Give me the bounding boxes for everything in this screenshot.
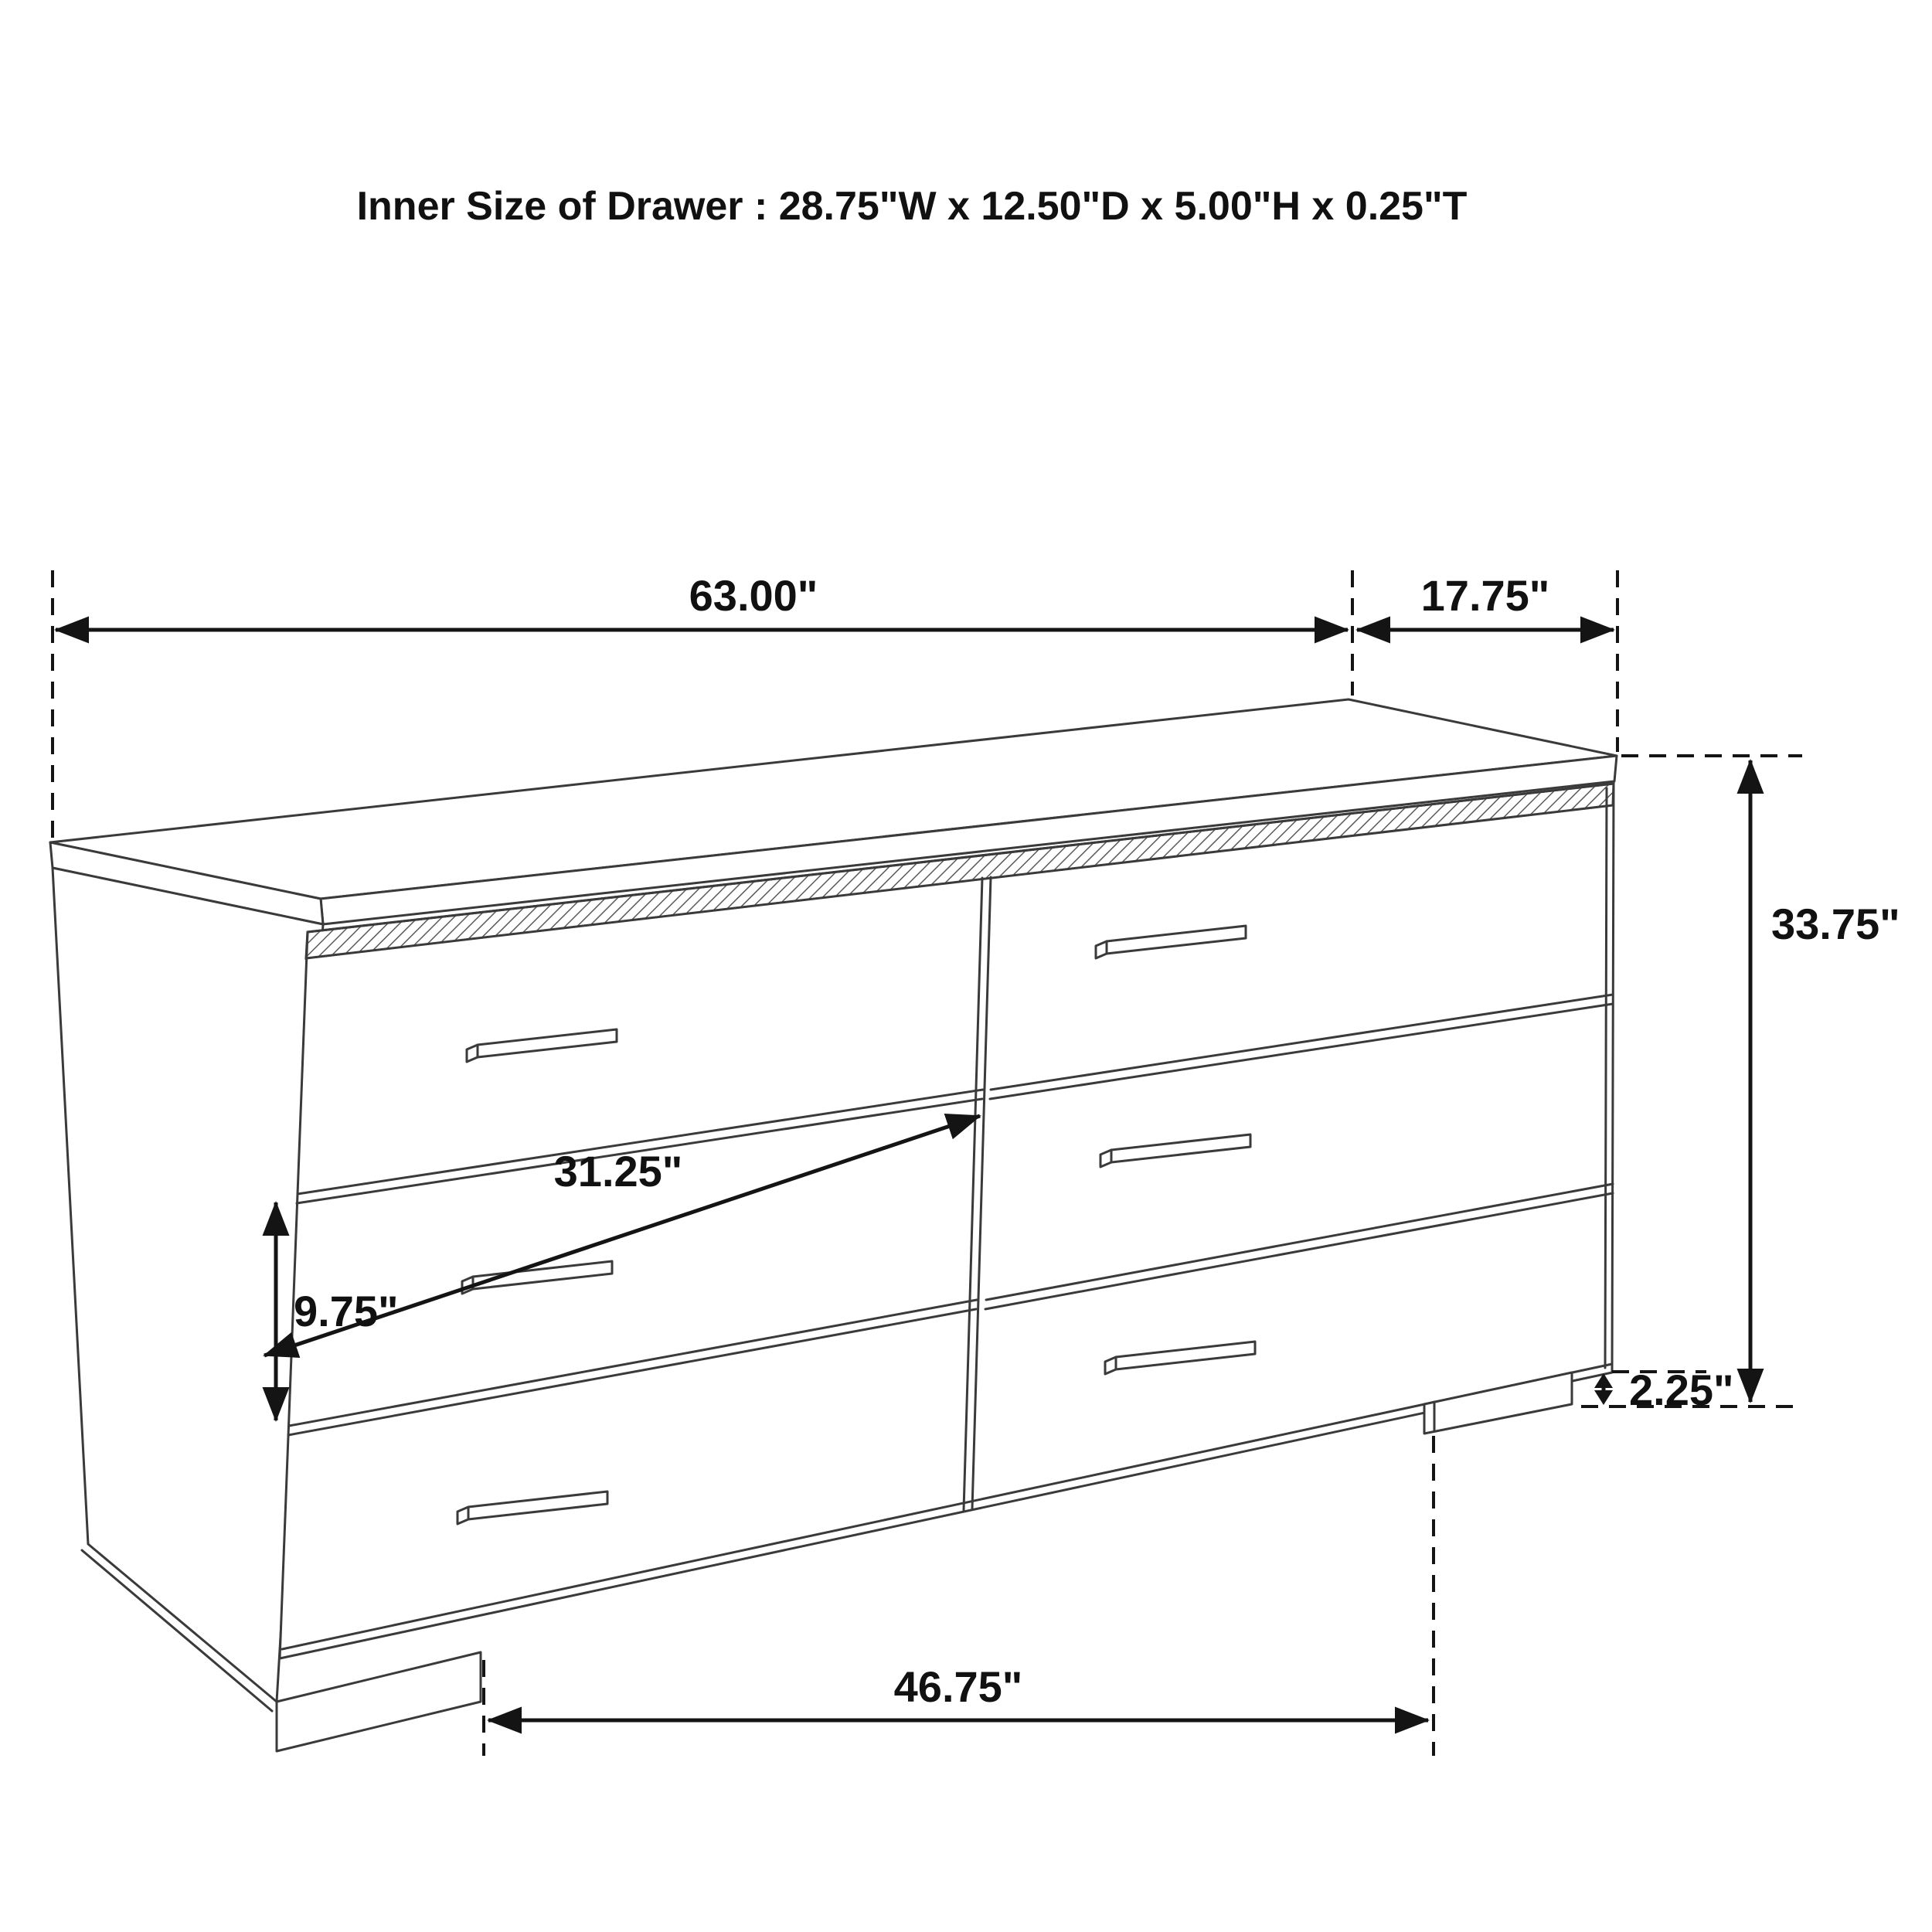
dresser <box>50 699 1617 1751</box>
dim-leg-height-label: 2.25" <box>1629 1366 1734 1414</box>
dim-height-label: 33.75" <box>1771 900 1900 948</box>
dim-top-width-label: 63.00" <box>689 571 818 620</box>
diagram-title: Inner Size of Drawer : 28.75"W x 12.50"D x 5.00"H x 0.25"T <box>356 184 1468 229</box>
dim-base-width-label: 46.75" <box>893 1662 1023 1711</box>
dim-top-depth-label: 17.75" <box>1420 571 1550 620</box>
dim-drawer-width-label: 31.25" <box>553 1147 683 1196</box>
front-right-edge-inner-line <box>1605 788 1607 1368</box>
dim-drawer-height-label: 9.75" <box>294 1287 399 1335</box>
left-leg <box>277 1652 481 1751</box>
dim-leg-height-arrows <box>1594 1373 1613 1405</box>
